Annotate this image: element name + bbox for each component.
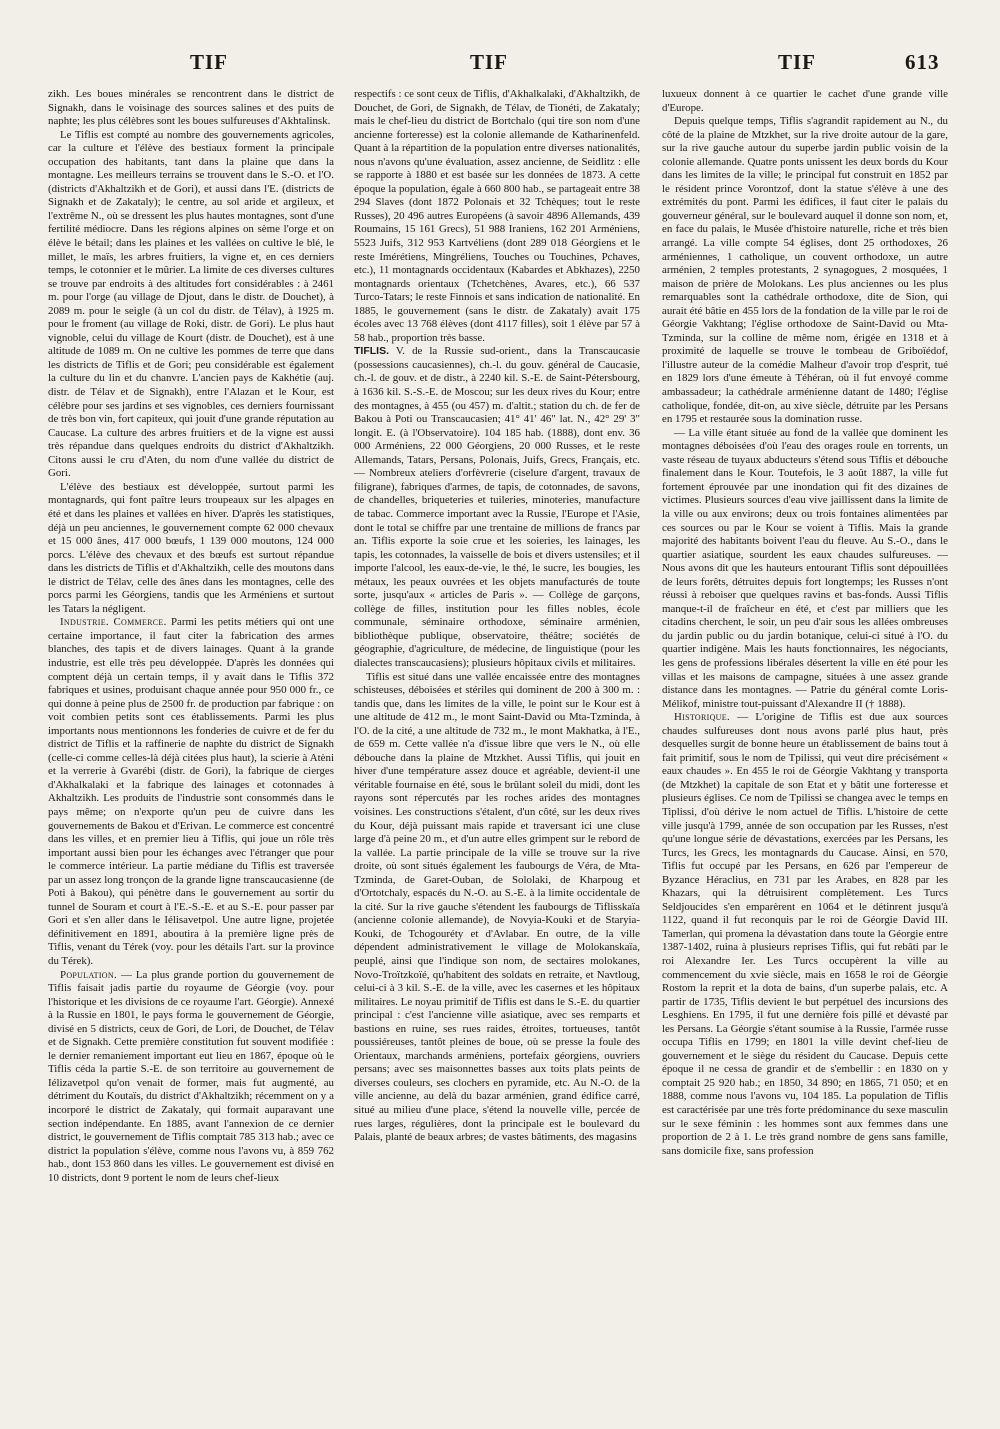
- page-number: 613: [905, 50, 940, 74]
- text-column-1: [48, 88, 334, 1400]
- paragraph-text: V. de la Russie sud-orient., dans la Transcaucasie (possessions caucasiennes), ch.-l. du gouv. général de Caucasie, ch.-l. de gouv. et de distr., à 2240 kil. S.-E. de Saint-Pétersbourg, à 1636 kil. S.-S.-E. de Moscou; sur les deux rives du Kour; entre des montagnes, à 455 (ou 457) m. d'altit.; station du ch. de fer de Bakou à Poti ou Transcaucasien; 41° 41' 46" lat. N., 42° 29' 3" longit. E. (à l'Observatoire). 104 185 hab. (1888), dont env. 36 000 Arméniens, 22 000 Géorgiens, 20 000 Russes, et le reste Allemands, Tatars, Persans, Polonais, Juifs, Grecs, Français, etc. — Nombreux ateliers d'orfèvrerie (ciselure d'argent, travaux de filigrane), fabriques d'armes, de tapis, de cotonnades, de savons, de chandelles, briqueteries et tuileries, minoteries, manufacture de tabac. Commerce important avec la Russie, l'Europe et l'Asie, dont le total se chiffre par une trentaine de millions de francs par an. Tiflis exporte la soie crue et les soieries, les lainages, les tapis, les cotonnades, la vaisselle de bois et divers ustensiles; et il importe l'alcool, les eaux-de-vie, le thé, le sucre, les bougies, les métaux, les peaux ouvrées et les objets manufacturés de toute sorte, jusqu'aux « articles de Paris ». — Collège de garçons, collège de filles, institution pour les filles nobles, école communale, séminaire orthodoxe, séminaire arménien, bibliothèque publique, observatoire, théâtre; sociétés de géographie, d'agriculture, de médecine, de linguistique (pour les dialectes transcaucasiens); plusieurs hôpitaux civils et militaires.: [354, 345, 640, 669]
- entry-paragraph: [354, 345, 640, 670]
- paragraph-text: — La plus grande portion du gouvernement de Tiflis faisait jadis partie du royaume de Géorgie (voy. pour l'historique et les divisions de ce royaume l'art. Géorgie). Annexé à la Russie en 1801, le pays forma le gouvernement de Géorgie, divisé en 5 districts, ceux de Gori, de Lori, de Douchet, de Télav et de Signakh. Cette première constitution fut souvent modifiée : le dernier remaniement important eut lieu en 1867, époque où le Tiflis céda la partie S.-E. de son territoire au gouvernement de Iélizavetpol qu'on venait de former, mais fut augmenté, au détriment du Koutaïs, du district d'Akhaltzikh; récemment on y a incorporé le district de Zakataly, qui formait auparavant une section indépendante. En 1885, avant l'annexion de ce dernier district, le gouvernement de Tiflis comptait 785 313 hab.; avec ce district la population s'élève, comme nous l'avons vu, à 859 762 hab., dont 153 860 dans les villes. Le gouvernement est divisé en 10 districts, dont 9 portent le nom de leurs chef-lieux: [48, 968, 334, 1184]
- section-label: Population.: [60, 968, 117, 981]
- header-center-headword: TIF: [470, 50, 509, 74]
- paragraph: L'élève des bestiaux est développée, surtout parmi les montagnards, qui font paître leurs troupeaux sur les alpages en été et dans les plaines et vallées en hiver. D'après les statistiques, déjà un peu anciennes, le gouvernement compte 62 000 chevaux et 15 000 ânes, 417 000 bœufs, 1 139 000 moutons, 124 000 porcs. L'élève des chevaux et des bœufs est surtout répandue dans les districts de Tiflis et d'Akhaltzikh, celle des moutons dans le district de Télav, celle des ânes dans les montagnes, celle des porcs parmi les Géorgiens, tandis que les Arméniens et surtout les Tatars la négligent.: [48, 480, 334, 615]
- section-label: Historique.: [674, 711, 730, 724]
- paragraph: zikh. Les boues minérales se rencontrent dans le district de Signakh, dans le voisinage des sources salines et des puits de naphte; les plus célèbres sont les boues sulfureuses d'Akhtalinsk.: [48, 88, 334, 128]
- paragraph: Depuis quelque temps, Tiflis s'agrandit rapidement au N., du côté de la plaine de Mtzkhet, sur la rive droite autour de la gare, sur la rive gauche autour du superbe jardin public voisin de la colonie allemande. Quatre ponts unissent les deux bords du Kour dans les limites de la ville; le principal fut construit en 1852 par le résident prince Vorontzof, dont la statue s'élève à une des extrémités du pont. Parmi les édifices, il faut citer le palais du gouverneur général, sur le boulevard auquel il donne son nom, et, en face du palais, le Musée d'histoire naturelle, riche et très bien arrangé. La ville compte 54 églises, dont 25 orthodoxes, 26 arméniennes, 1 catholique, un couvent orthodoxe, un autre arménien, 2 temples protestants, 2 synagogues, 2 mosquées, 1 maison de prière de Molokans. Les plus anciennes ou les plus remarquables sont la cathédrale orthodoxe, dite de Sion, qui aurait été bâtie en 455 lors de la fondation de la ville par le roi de Géorgie Vakhtang; l'église orthodoxe de Saint-David ou Mta-Tzminda, sur la colline de même nom, érigée en 1318 et à proximité de laquelle se trouve le tombeau de Griboïédof, l'illustre auteur de la comédie Malheur d'avoir trop d'esprit, tué en 1829 lors d'une émeute à Téhéran, où il fut envoyé comme ambassadeur; la cathédrale arménienne datant de 1480; l'église catholique, fondée, dit-on, au xive siècle, détruite par les Persans en 1795 et restaurée sous la domination russe.: [662, 115, 948, 426]
- paragraph: [48, 616, 334, 968]
- running-header: [0, 50, 1000, 80]
- paragraph: Tiflis est situé dans une vallée encaissée entre des montagnes schisteuses, déboisées et stériles qui dominent de 200 à 300 m. : tandis que, dans les limites de la ville, le point sur le Kour est à une altitude de 412 m., le mont Saint-David ou Mta-Tzminda, à l'O. de la cité, a une altitude de 732 m., le mont Makhatka, à l'E., de 659 m. Cette vallée n'a d'issue libre que vers le N., où elle débouche dans la plaine de Mtzkhet. Aussi Tiflis, qui jouit en hiver d'une température assez douce et agréable, devient-il une véritable fournaise en été, sous le brûlant soleil du midi, dont les rayons sont répercutés par les roches arides des montagnes voisines. Les constructions s'étalent, d'un côté, sur les deux rives du Kour, déjà puissant mais rapide et traversant ici une cluse large d'à peine 20 m., et d'un autre elles grimpent sur le rebord de la vallée. La partie principale de la ville se trouve sur la rive droite, où sont situés également les faubourgs de Véra, de Mta-Tzminda, de Garet-Ouban, de Sololaki, de Kharpoug et d'Ortotchaly, espacés du N.-O. au S.-E. à la limite occidentale de la cité. Sur la rive gauche s'étendent les faubourgs de Tiflisskaïa (ancienne colonie allemande), de Novyia-Kouki et de Staryia-Kouki, de Tchogouréty et d'Avlabar. En outre, de la ville dépendent administrativement le village de Molokanskaïa, peuplé, ainsi que l'indique son nom, de sectaires molokanes, Novo-Troïtzkoïé, qu'habitent des soldats en retraite, et Navtloug, celui-ci à 3 kil. S.-E. de la ville, avec les casernes et les hôpitaux militaires. Le noyau primitif de Tiflis est dans le S.-E. du quartier principal : c'est l'ancienne ville asiatique, avec ses remparts et bastions en ruine, ses rues raides, étroites, tortueuses, tantôt poussiéreuses, tantôt pleines de boue, où se presse la foule des Orientaux, marchands arméniens, portefaix géorgiens, ouvriers persans; avec ses maisonnettes basses aux toits plats peints de diverses couleurs, ses clochers en pyramide, etc. Au N.-O. de la ville ancienne, au delà du bazar arménien, grand édifice carré, situé au milieu d'une place, s'étend la nouvelle ville, percée de rues larges, régulières, dont la principale est le boulevard du Palais, planté de beaux arbres; de vastes bâtiments, des magasins: [354, 670, 640, 1144]
- paragraph: — La ville étant située au fond de la vallée que dominent les montagnes déboisées d'où l'eau des orages roule en torrents, un vaste réseau de tuyaux abducteurs s'étend sous Tiflis et débouche finalement dans le Kour. Toutefois, le 3 août 1887, la ville fut fortement éprouvée par une inondation qui fit des dizaines de victimes. Plusieurs sources d'eau vive jaillissent dans la limite de la ville ou aux environs; deux ou trois fontaines alimentées par ces sources ou par le Kour se voient à Tiflis. Mais la grande majorité des habitants boivent l'eau du fleuve. Au S.-O., dans le quartier asiatique, sourdent les eaux chaudes sulfureuses. — Nous avons dit que les hauteurs entourant Tiflis sont dépouillées de leurs forêts, détruites depuis fort longtemps; les Russes n'ont réussi à reboiser que quelques ravins et bas-fonds. Aussi Tiflis manque-t-il de fraîcheur en été, et c'est par milliers que les citadins cherchent, le soir, un peu d'air sous les allées ombreuses du jardin public ou du jardin botanique, celui-ci situé à l'O. du quartier indigène. Mais les hauts fonctionnaires, les négociants, les gens de professions libérales désertent la ville en été pour les villas et les maisons de campagne, situées à une assez grande distance dans les montagnes. — Patrie du général comte Loris-Mélikof, ministre tout-puissant d'Alexandre II († 1888).: [662, 426, 948, 710]
- text-column-3: [662, 88, 948, 1400]
- paragraph-text: Parmi les petits métiers qui ont une certaine importance, il faut citer la fabrication des armes blanches, des tapis et de divers lainages. Quant à la grande industrie, est elle très peu développée. D'après les données qui comptent déjà un certain temps, il y avait dans le Tiflis 372 fabriques et usines, produisant chaque année pour 950 000 fr., ce qui donne à peine plus de 2500 fr. de production par fabrique : on voit combien petits sont ces établissements. Parmi les plus importants nous mentionnons les fonderies de cuivre et de fer du district de Tiflis et la raffinerie de naphte du district de Signakh (celle-ci comme celles-là déjà citées plus haut), la scierie à Atèni et la verrerie à Gvarébi (distr. de Gori), la fabrique de cierges d'Akhalkalaki et la fabrique des lainages et cotonnades à Akhaltzikh. Les produits de l'industrie sont consommés dans le pays même; on n'exporte qu'un peu de cuivre dans les gouvernements de Bakou et d'Erivan. Le commerce est concentré dans les villes, et en premier lieu à Tiflis, qui joue un rôle très important aussi bien pour les échanges avec l'étranger que pour le commerce intérieur. La partie médiane du Tiflis est traversée par un assez long tronçon de la grande ligne transcaucasienne (de Poti à Bakou), qui pénètre dans le gouvernement au sortir du tunnel de Souram et court à l'E.-S.-E. et au S.-E. pour passer par Gori et s'en aller dans le Iélisavetpol. Une autre ligne, projetée définitivement en 1891, aboutira à la première ligne près de Tiflis, venant du Térek (voy. pour les détails l'art. sur la province du Térek).: [48, 616, 334, 967]
- entry-headword: TIFLIS.: [354, 345, 389, 358]
- paragraph: respectifs : ce sont ceux de Tiflis, d'Akhalkalaki, d'Akhaltzikh, de Douchet, de Gori, de Signakh, de Télav, de Tionéti, de Zakataly; mais le chef-lieu du district de Bortchalo (qui tire son nom d'une ancienne forteresse) est la colonie allemande de Katharinenfeld. Quant à la répartition de la population entre diverses nationalités, nous n'avons qu'une évaluation, assez ancienne, de Seidlitz : elle se rapporte à 1880 et est basée sur les données de 1873. A cette époque la population, égale à 660 800 hab., se partageait entre 38 294 Slaves (dont 1872 Polonais et 32 Tchèques; tout le reste Russes), 20 496 autres Européens (à savoir 4896 Allemands, 439 Roumains, 15 161 Grecs), 51 988 Iraniens, 162 201 Arméniens, 5523 Juifs, 312 953 Kartvéliens (dont 289 018 Géorgiens et le reste Imérétiens, Mingréliens, Touches ou Touchines, Pchaves, etc.), 11 montagnards occidentaux (Kabardes et Abkhazes), 2250 montagnards orientaux (Tchetchènes, Avares, etc.), 66 537 Turco-Tatars; le reste Finnois et sans indication de nationalité. En 1885, le gouvernement (sans le distr. de Zakataly) avait 175 écoles avec 13 768 élèves (dont 4117 filles), soit 1 élève par 57 à 58 hab., proportion très basse.: [354, 88, 640, 344]
- paragraph: [48, 969, 334, 1186]
- text-column-2: [354, 88, 640, 1400]
- header-right-headword: TIF: [778, 50, 817, 74]
- paragraph-text: — L'origine de Tiflis est due aux sources chaudes sulfureuses dont nous avons parlé plus haut, près desquelles surgit de bonne heure un établissement de bains tout à fait primitif, sous le nom de Tpilissi, qui veut dire précisément « eaux chaudes ». En 455 le roi de Géorgie Vakhtang y transporta (de Mtzkhet) la capitale de son Etat et y bâtit une forteresse et plusieurs églises. Ce nom de Tpilissi se changea avec le temps en Tiplissi, d'où dérive le nom actuel de Tiflis. L'histoire de cette ville jusqu'à 1799, année de son occupation par les Russes, n'est qu'une longue série de dévastations, exercées par les Persans, les Turcs, les Grecs, les montagnards du Caucase. Ainsi, en 570, Tiflis fut occupé par les Persans, en 626 par l'empereur de Byzance Héraclius, en 731 par les Arabes, en 828 par les Khazars, qui la détruisirent complètement. Les Turcs Seldjoucides s'en emparèrent en 1064 et le détinrent jusqu'à 1122, quand il fut reconquis par le roi de Géorgie David III. Tamerlan, qui promena la dévastation dans toute la Géorgie entre 1387-1402, ruina à plusieurs reprises Tiflis, qui fut rebâti par le roi Alexandre Ier. Les Turcs occupèrent la ville au commencement du xvie siècle, mais en 1658 le roi de Géorgie Rostom la reprit et la dota de bains, d'un superbe palais, etc. A partir de 1735, Tiflis devient le but perpétuel des incursions des Lesghiens. En 1795, il fut une dernière fois pillé et dévasté par les Persans. La Géorgie s'étant soumise à la Russie, l'armée russe occupa Tiflis en 1799; en 1801 la ville devint chef-lieu de gouvernement et le siège du résident du Caucase. Depuis cette époque il ne cessa de grandir et de s'embellir : en 1830 on y comptait 25 920 hab.; en 1850, 34 890; en 1865, 71 050; et en 1888, comme nous l'avons vu, 104 185. La population de Tiflis est caractérisée par une très forte prédominance du sexe masculin sur le sexe féminin : les hommes sont aux femmes dans une proportion de 2 à 1. Le très grand nombre de gens sans famille, sans domicile fixe, sans profession: [662, 711, 948, 1157]
- paragraph: Le Tiflis est compté au nombre des gouvernements agricoles, car la culture et l'élève des bestiaux forment la principale occupation des habitants, tant dans la plaine que dans la montagne. Les meilleurs terrains se trouvent dans le S.-O. et l'O. (districts d'Akhaltzikh et de Gori), et aussi dans l'E. (districts de Signakh et de Zakataly); le centre, au sol aride et argileux, et l'extrême N., où se dressent les plus hautes montagnes, sont d'une fertilité médiocre. Dans les régions alpines on sème l'orge et on élève le bétail; dans les plaines et les vallées on cultive le blé, le millet, le maïs, les arbres fruitiers, la vigne et, en ces derniers temps, le cotonnier et le mûrier. La limite de ces diverses cultures se trouve par endroits à des altitudes fort considérables : à 2461 m. pour l'orge (au village de Djout, dans le distr. de Douchet), à 2089 m. pour le seigle (à un col du distr. de Télav), à 1925 m. pour le froment (au village de Roki, distr. de Gori). Le plus haut vignoble, celui du village de Kourt (distr. de Douchet), est à une altitude de 1089 m. On ne cultive les pommes de terre que dans les districts de Tiflis et de Gori; peu considérable est également la culture du lin et du chanvre. L'ancien pays de Kakhétie (auj. distr. de Télav et de Signakh), entre l'Alazan et le Kour, est célèbre pour ses jardins et ses vignobles, ces derniers fournissant de très bon vin, fort capiteux, qui jouit d'une grande réputation au Caucase. La culture des arbres fruitiers et de la vigne est aussi très répandue dans quelques endroits du district d'Akhaltzikh. Citons aussi le cru d'Aten, du nom d'une vallée du district de Gori.: [48, 128, 334, 480]
- header-left-headword: TIF: [190, 50, 229, 74]
- paragraph: [662, 711, 948, 1158]
- section-label: Industrie. Commerce.: [60, 616, 167, 629]
- paragraph: luxueux donnent à ce quartier le cachet d'une grande ville d'Europe.: [662, 88, 948, 114]
